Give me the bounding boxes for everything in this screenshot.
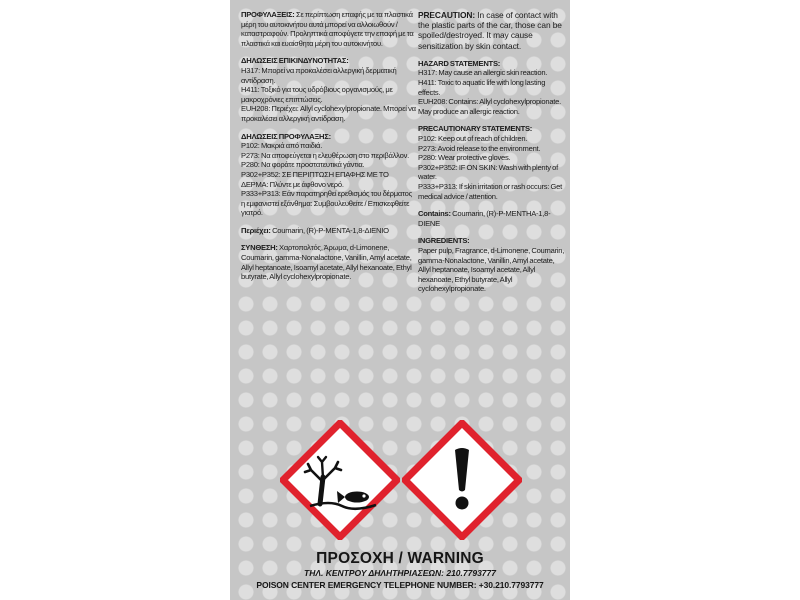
- greek-hazard-section: [241, 56, 416, 123]
- product-label: [230, 0, 570, 600]
- greek-precautionary-line: P302+P352: ΣΕ ΠΕΡΙΠΤΩΣΗ ΕΠΑΦΗΣ ΜΕ ΤΟ ΔΕΡΜΑ: Πλύντε με άφθονο νερό.: [241, 169, 389, 189]
- greek-precautionary-line: P273: Να αποφεύγεται η ελευθέρωση στο περιβάλλον.: [241, 150, 409, 160]
- greek-hazard-heading: ΔΗΛΩΣΕΙΣ ΕΠΙΚΙΝΔΥΝΟΤΗΤΑΣ:: [241, 56, 349, 66]
- greek-ingredients-section: [241, 243, 416, 281]
- english-precautionary-line: P273: Avoid release to the environment.: [418, 143, 541, 153]
- english-precaution-heading: PRECAUTION:: [418, 10, 476, 20]
- poison-center-english: POISON CENTER EMERGENCY TELEPHONE NUMBER: +30.210.7793777: [256, 580, 544, 590]
- greek-precaution-heading: ΠΡΟΦΥΛΑΞΕΙΣ:: [241, 10, 295, 19]
- english-contains-section: [418, 209, 566, 228]
- poison-center-greek: ΤΗΛ. ΚΕΝΤΡΟΥ ΔΗΛΗΤΗΡΙΑΣΕΩΝ: 210.7793777: [304, 568, 496, 578]
- greek-hazard-line: H317: Μπορεί να προκαλέσει αλλεργική δερματική αντίδραση.: [241, 65, 397, 85]
- greek-contains-section: [241, 226, 416, 236]
- greek-precautionary-section: [241, 132, 416, 218]
- greek-ingredients-text: Χαρτοπολτός, Άρωμα, d-Limonene, Coumarin, gamma-Nonalactone, Vanillin, Amyl acetate, Allyl heptanoate, Isoamyl acetate, Allyl hexanoate, Ethyl butyrate, Allyl cyclohexylpropionate.: [241, 243, 412, 282]
- greek-precaution-section: [241, 10, 416, 48]
- english-hazard-heading: HAZARD STATEMENTS:: [418, 58, 501, 68]
- greek-precaution-text: Σε περίπτωση επαφής με τα πλαστικά μέρη του αυτοκινήτου αυτά μπορεί να αλλοιωθούν / καταστραφούν. Προληπτικά αποφύγετε την επαφή με τα πλαστικά και ευαίσθητα μέρη του αυτοκινήτου.: [241, 10, 414, 48]
- english-precaution-text: In case of contact with the plastic parts of the car, those can be spoiled/destroyed. It may cause sensitization by skin contact.: [418, 10, 562, 51]
- english-precautionary-line: P102: Keep out of reach of children.: [418, 133, 528, 143]
- english-ingredients-section: [418, 236, 566, 294]
- english-hazard-line: EUH208: Contains: Allyl cyclohexylpropionate. May produce an allergic reaction.: [418, 97, 562, 116]
- greek-contains-label: Περιέχει:: [241, 225, 271, 235]
- greek-precautionary-line: P333+P313: Εάν παρατηρηθεί ερεθισμός του δέρματος η εμφανιστεί εξάνθημα: Συμβουλευθείτε / Επισκεφθείτε γιατρό.: [241, 189, 413, 218]
- english-contains-text: Coumarin, (R)-P-MENTHA-1,8-DIENE: [418, 209, 551, 228]
- english-ingredients-heading: INGREDIENTS:: [418, 236, 470, 246]
- english-precautionary-line: P333+P313: If skin irritation or rash occurs: Get medical advice / attention.: [418, 181, 563, 201]
- greek-precautionary-line: P102: Μακριά από παιδιά.: [241, 141, 323, 151]
- english-precautionary-line: P302+P352: IF ON SKIN: Wash with plenty of water.: [418, 162, 558, 182]
- greek-contains-text: Coumarin, (R)-P-MENTA-1,8-ΔΙΕΝΙΟ: [272, 225, 389, 235]
- greek-precautionary-heading: ΔΗΛΩΣΕΙΣ ΠΡΟΦΥΛΑΞΗΣ:: [241, 131, 331, 141]
- greek-precautionary-line: P280: Να φοράτε προστατευτικά γάντια.: [241, 160, 365, 170]
- english-precautionary-line: P280: Wear protective gloves.: [418, 153, 511, 163]
- english-ingredients-text: Paper pulp, Fragrance, d-Limonene, Coumarin, gamma-Nonalactone, Vanillin, Amyl acetate, Allyl heptanoate, Isoamyl acetate, Allyl hexanoate, Ethyl butyrate, Allyl cyclohexylpropionate.: [418, 245, 565, 294]
- english-precaution-section: [418, 10, 566, 51]
- warning-signal-word: ΠΡΟΣΟΧΗ / WARNING: [316, 550, 484, 567]
- english-column: [418, 10, 566, 302]
- environment-hazard-icon: [280, 420, 400, 540]
- english-hazard-section: [418, 59, 566, 117]
- english-hazard-line: H411: Toxic to aquatic life with long lasting effects.: [418, 78, 546, 97]
- english-precautionary-section: [418, 124, 566, 201]
- exclamation-mark-icon: [402, 420, 522, 540]
- english-precautionary-heading: PRECAUTIONARY STATEMENTS:: [418, 124, 533, 134]
- greek-hazard-line: EUH208: Περιέχει: Allyl cyclohexylpropionate. Μπορεί να προκαλέσει αλλεργική αντίδραση.: [241, 104, 416, 123]
- greek-column: [241, 10, 416, 290]
- greek-ingredients-label: ΣΥΝΘΕΣΗ:: [241, 243, 278, 253]
- english-contains-label: Contains:: [418, 209, 451, 219]
- greek-hazard-line: H411: Τοξικό για τους υδρόβιους οργανισμούς, με μακροχρόνιες επιπτώσεις.: [241, 85, 393, 104]
- english-hazard-line: H317: May cause an allergic skin reaction.: [418, 68, 548, 78]
